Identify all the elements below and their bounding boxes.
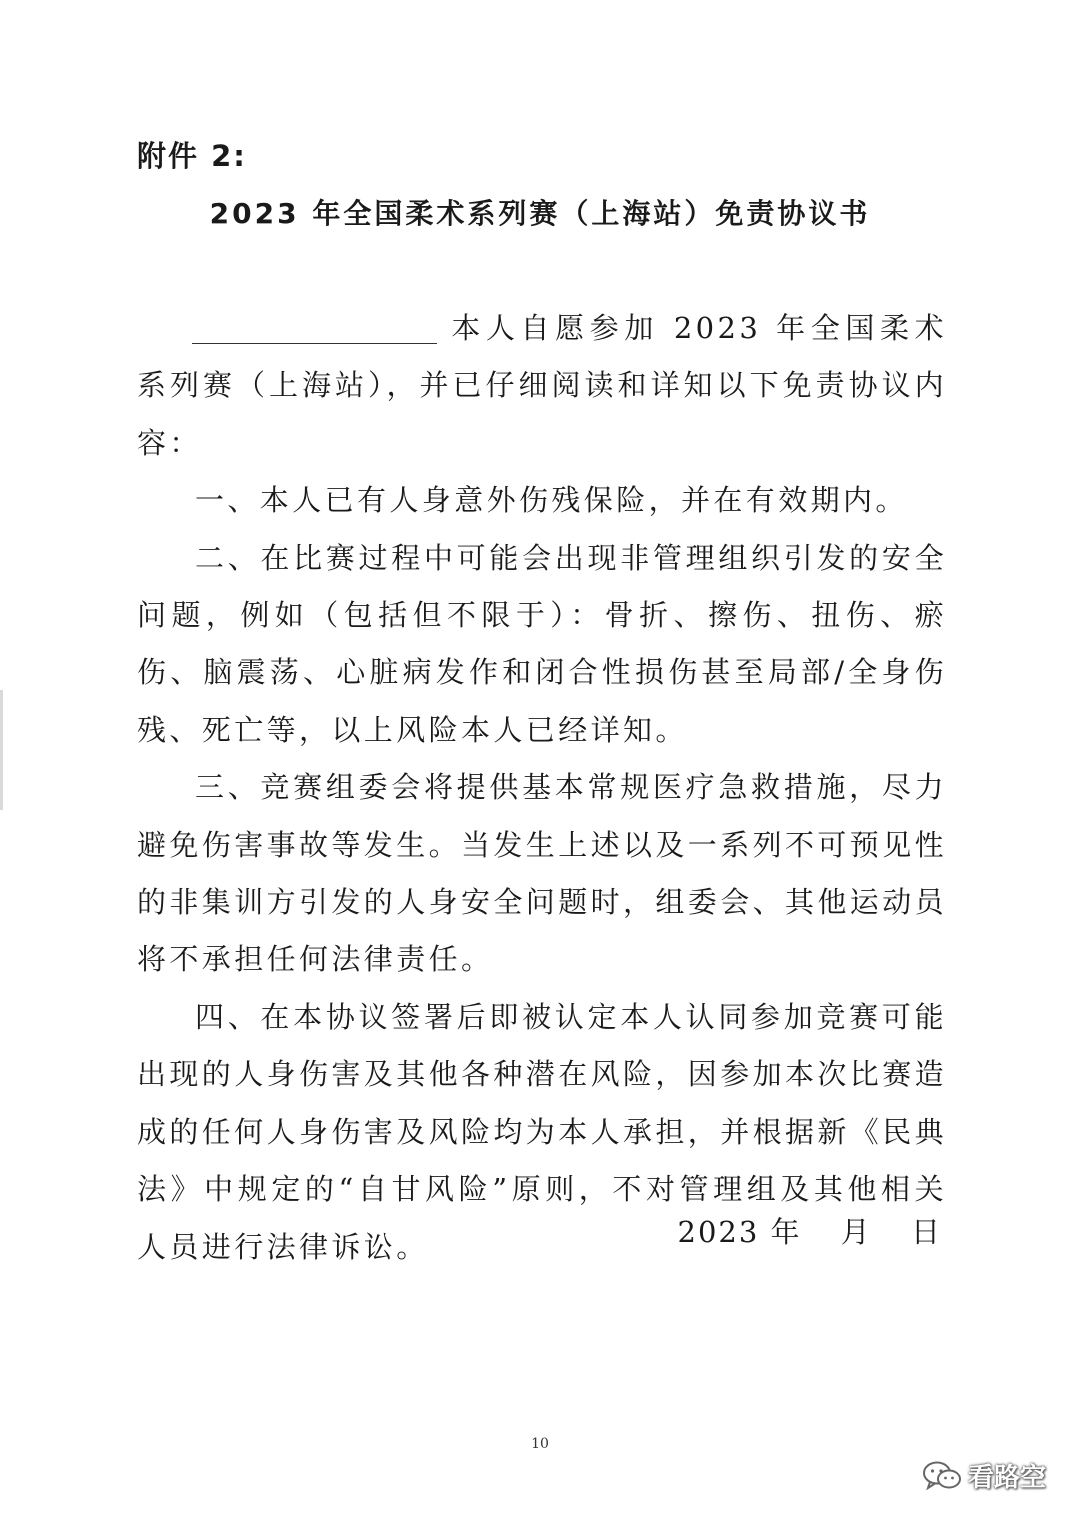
intro-paragraph — [137, 300, 947, 472]
date-year: 2023 年 — [677, 1215, 802, 1249]
watermark — [922, 1457, 1046, 1494]
date-month: 月 — [840, 1215, 872, 1249]
date-day: 日 — [910, 1215, 942, 1249]
attachment-label: 附件 2: — [137, 139, 247, 173]
clause-paragraph-4: 四、在本协议签署后即被认定本人认同参加竞赛可能出现的人身伤害及其他各种潜在风险，因参加本次比赛造成的任何人身伤害及风险均为本人承担，并根据新《民典法》中规定的“自甘风险”原则，不对管理组及其他相关人员进行法律诉讼。 — [137, 999, 948, 1264]
watermark-text: 看路空 — [967, 1463, 1046, 1493]
page-number: 10 — [531, 1436, 549, 1452]
clause-paragraph-1: 一、本人已有人身意外伤残保险，并在有效期内。 — [195, 483, 908, 518]
document-title: 2023 年全国柔术系列赛（上海站）免责协议书 — [209, 197, 871, 230]
name-blank-line — [192, 303, 437, 344]
scan-edge-mark — [0, 690, 3, 810]
clause-paragraph-2: 二、在比赛过程中可能会出现非管理组织引发的安全问题，例如（包括但不限于）：骨折、擦伤、扭伤、瘀伤、脑震荡、心脏病发作和闭合性损伤甚至局部/全身伤残、死亡等，以上风险本人已经详知。 — [137, 540, 947, 747]
wechat-icon — [922, 1460, 962, 1492]
signature-date — [678, 1210, 943, 1251]
intro-text: 本人自愿参加 2023 年全国柔术系列赛（上海站），并已仔细阅读和详知以下免责协议内容： — [137, 311, 947, 460]
clause-paragraph-3: 三、竞赛组委会将提供基本常规医疗急救措施，尽力避免伤害事故等发生。当发生上述以及一系列不可预见性的非集训方引发的人身安全问题时，组委会、其他运动员将不承担任何法律责任。 — [137, 770, 948, 977]
agreement-body — [137, 300, 947, 1276]
